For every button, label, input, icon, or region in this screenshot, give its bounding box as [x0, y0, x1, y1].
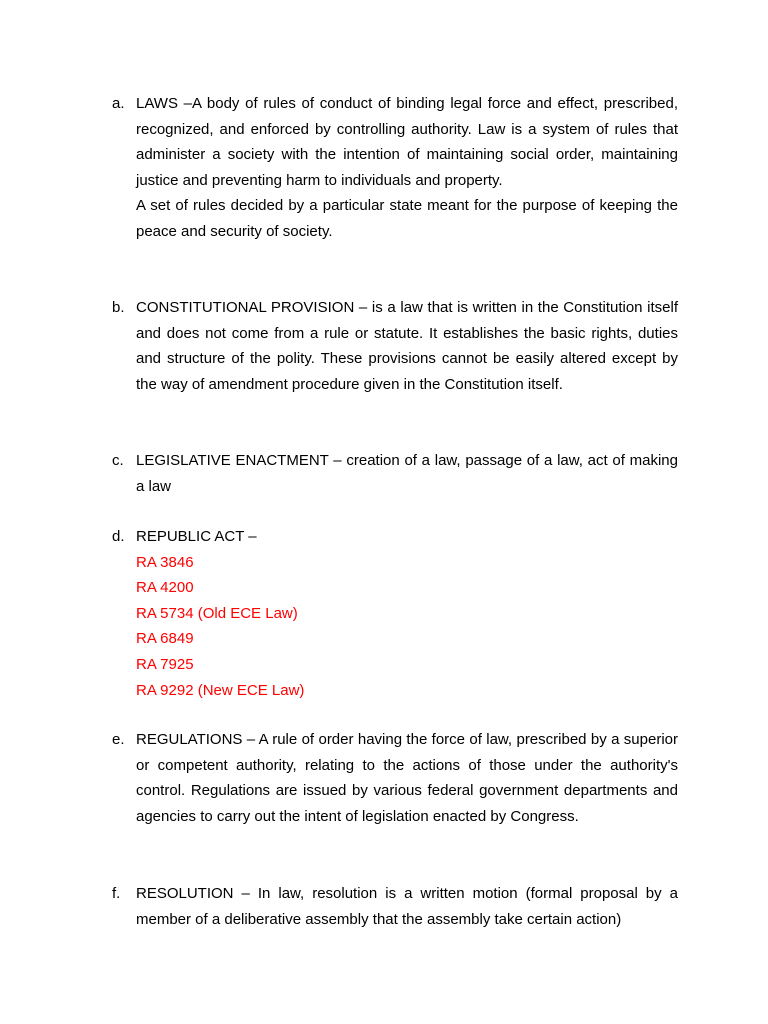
item-body: [136, 727, 678, 829]
list-item: RA 6849: [136, 630, 194, 648]
republic-act-list: [136, 550, 678, 704]
item-letter: e.: [112, 731, 125, 748]
list-item: RA 3846: [136, 553, 194, 571]
list-item: RA 7925: [136, 655, 194, 673]
item-body: [136, 91, 678, 245]
item-body: [136, 448, 678, 499]
list-item: RA 5734 (Old ECE Law): [136, 604, 298, 622]
item-letter: f.: [112, 885, 121, 902]
laws-definition: LAWS –A body of rules of conduct of binding legal force and effect, prescribed, recognized, and enforced by controlling authority. Law is a system of rules that administer a society with the intention of maintaining social order, maintaining justice and preventing harm to individuals and property.: [136, 95, 678, 189]
item-letter: b.: [112, 299, 125, 316]
item-letter: a.: [112, 95, 125, 112]
republic-act-heading: REPUBLIC ACT –: [136, 528, 257, 545]
item-resolution: [112, 881, 678, 932]
item-republic-act: [112, 524, 678, 703]
item-regulations: [112, 727, 678, 829]
laws-alt-definition: A set of rules decided by a particular state meant for the purpose of keeping the peace and security of society.: [136, 197, 678, 240]
item-body: [136, 524, 678, 703]
item-legislative-enactment: [112, 448, 678, 499]
constitutional-provision-definition: CONSTITUTIONAL PROVISION – is a law that is written in the Constitution itself and does not come from a rule or statute. It establishes the basic rights, duties and structure of the polity. These provisions cannot be easily altered except by the way of amendment procedure given in the Constitution itself.: [136, 299, 678, 393]
item-letter: d.: [112, 528, 125, 545]
resolution-definition: RESOLUTION – In law, resolution is a written motion (formal proposal by a member of a deliberative assembly that the assembly take certain action): [136, 885, 678, 928]
regulations-definition: REGULATIONS – A rule of order having the force of law, prescribed by a superior or competent authority, relating to the actions of those under the authority's control. Regulations are issued by various federal government departments and agencies to carry out the intent of legislation enacted by Congress.: [136, 731, 678, 825]
item-laws: [112, 91, 678, 245]
legislative-enactment-definition: LEGISLATIVE ENACTMENT – creation of a law, passage of a law, act of making a law: [136, 452, 678, 495]
item-letter: c.: [112, 452, 124, 469]
list-item: RA 4200: [136, 579, 194, 597]
item-body: [136, 295, 678, 397]
item-constitutional-provision: [112, 295, 678, 397]
item-body: [136, 881, 678, 932]
list-item: RA 9292 (New ECE Law): [136, 681, 305, 699]
